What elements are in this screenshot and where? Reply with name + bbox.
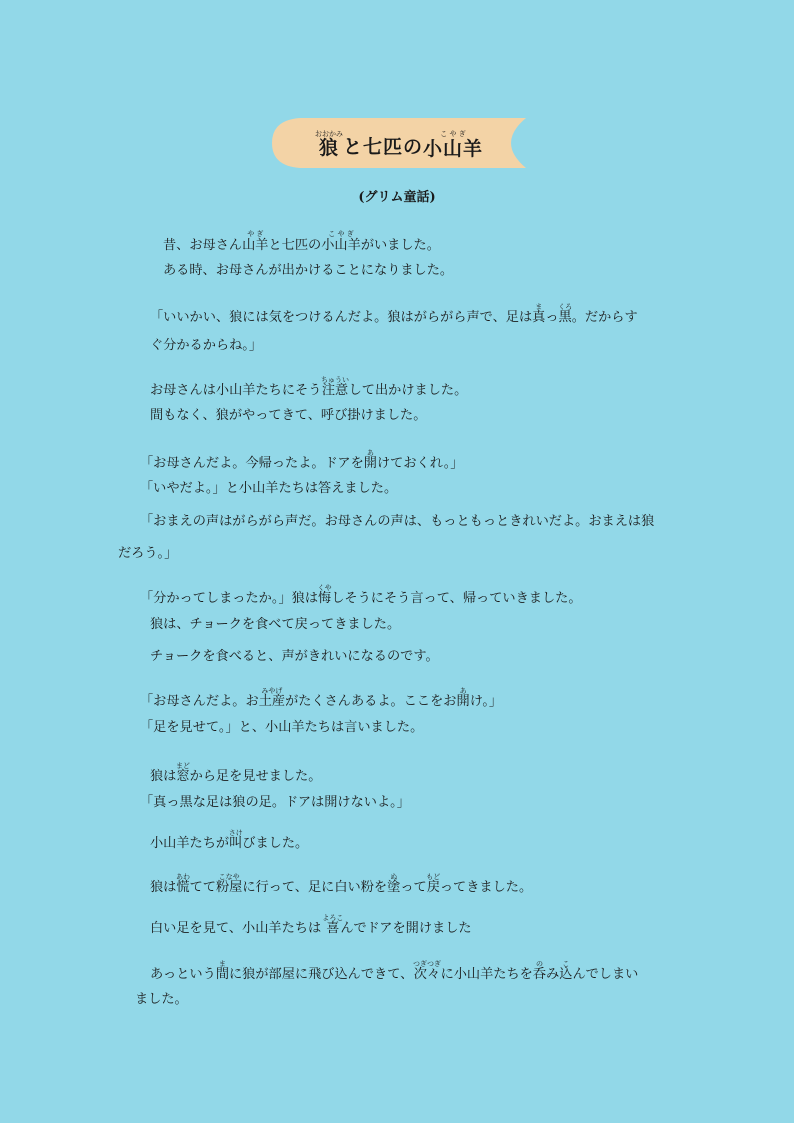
text-segment: から足を見せました。 [189, 769, 322, 784]
text-segment: んでドアを開けました [340, 921, 472, 936]
text-segment: 「おまえの声はがらがら声だ。お母さんの声は、もっともっときれいだよ。おまえは狼 [140, 514, 655, 529]
ruby-word: 戻もど [426, 873, 441, 895]
story-line [140, 514, 654, 530]
text-segment: だろう。」 [118, 546, 178, 561]
story-line [140, 795, 410, 811]
text-segment: って [400, 880, 427, 895]
text-segment: 白い足を見て、小山羊たちは [150, 921, 326, 936]
story-line [118, 546, 177, 562]
furigana: あ [456, 687, 470, 695]
text-segment: けておくれ。」 [376, 456, 464, 471]
furigana: の [532, 960, 547, 968]
story-line [150, 408, 426, 424]
text-segment: お母さんは小山羊たちにそう [150, 383, 322, 398]
story-line [135, 992, 188, 1008]
text-segment: 狼は [150, 769, 177, 784]
text-segment: っ [545, 310, 559, 325]
text-segment: と七匹の [342, 135, 423, 158]
ruby-word: 真ま [532, 303, 546, 325]
ruby-word: 間ま [215, 960, 229, 982]
story-line [150, 762, 321, 785]
furigana: おおかみ [314, 130, 343, 138]
ruby-word: 小山羊こ や ぎ [423, 129, 484, 160]
furigana: や ぎ [242, 230, 269, 238]
furigana: こ や ぎ [423, 129, 484, 138]
furigana: くろ [558, 303, 573, 311]
text-segment: み [546, 967, 560, 982]
text-segment: ました。 [135, 992, 188, 1007]
ruby-word: 慌あわ [175, 873, 190, 895]
text-segment: 狼は [150, 880, 177, 895]
text-segment: 「いいかい、狼には気をつけるんだよ。狼はがらがら声で、足は [150, 310, 533, 325]
ruby-word: 次々つぎつぎ [412, 960, 441, 982]
title-banner [270, 116, 528, 170]
furigana: あ [363, 449, 377, 457]
story-line [140, 449, 464, 472]
furigana: こ [559, 960, 573, 968]
ruby-word: 山羊や ぎ [242, 230, 269, 253]
text-segment: 小山羊たちが [150, 836, 230, 851]
text-segment: んでしまい [572, 967, 639, 982]
text-segment: チョークを食べると、声がきれいになるのです。 [150, 649, 439, 664]
story-line [150, 914, 472, 937]
text-segment: 「分かってしまったか。」狼は [140, 591, 319, 606]
furigana: こなや [215, 873, 243, 881]
story-line [150, 338, 262, 354]
ruby-word: 込こ [559, 960, 573, 982]
story-line [150, 873, 532, 896]
furigana: もど [426, 873, 441, 881]
story-line [140, 481, 397, 497]
text-segment: てて [189, 880, 216, 895]
text-segment: に行って、足に白い粉を [242, 880, 388, 895]
story-line [140, 720, 423, 736]
text-segment: あっという [150, 967, 216, 982]
furigana: つぎつぎ [412, 960, 441, 968]
story-line [140, 687, 502, 710]
furigana: こ や ぎ [321, 230, 361, 238]
text-segment: 「お母さんだよ。今帰ったよ。ドアを [140, 456, 364, 471]
ruby-word: 叫さけ [228, 829, 243, 851]
text-segment: がいました。 [360, 238, 440, 253]
story-line [150, 829, 308, 852]
ruby-word: 土産みやげ [258, 687, 286, 709]
furigana: ちゅうい [321, 376, 350, 384]
story-line [163, 263, 453, 279]
story-line [140, 584, 582, 607]
subtitle: (グリム童話) [358, 190, 436, 205]
furigana: みやげ [258, 687, 286, 695]
text-segment: 間もなく、狼がやってきて、呼び掛けました。 [150, 408, 427, 423]
ruby-word: 小山羊こ や ぎ [321, 230, 361, 253]
ruby-word: 開あ [363, 449, 377, 471]
furigana: ま [532, 303, 546, 311]
ruby-word: 粉屋こなや [215, 873, 243, 895]
text-segment: ってきました。 [439, 880, 533, 895]
story-line [150, 303, 638, 326]
text-segment: 。だからす [571, 310, 638, 325]
text-segment: に狼が部屋に飛び込んできて、 [229, 967, 414, 982]
ruby-word: 呑の [532, 960, 547, 982]
text-segment: しそうにそう言って、帰っていきました。 [331, 591, 582, 606]
furigana: さけ [228, 829, 243, 837]
furigana: あわ [175, 873, 190, 881]
ruby-word: 喜よろこ [322, 914, 344, 936]
text-segment: びました。 [242, 836, 309, 851]
ruby-word: 塗ぬ [387, 873, 401, 895]
text-segment: に小山羊たちを [440, 967, 533, 982]
furigana: ま [215, 960, 229, 968]
ruby-word: 窓まど [175, 762, 190, 784]
ruby-word: 狼おおかみ [314, 130, 343, 159]
furigana: よろこ [322, 914, 344, 922]
text-segment: 「お母さんだよ。お [140, 694, 259, 709]
ruby-word: 注意ちゅうい [321, 376, 350, 398]
text-segment: 「いやだよ。」と小山羊たちは答えました。 [140, 481, 398, 496]
text-segment: 「足を見せて。」と、小山羊たちは言いました。 [140, 720, 424, 735]
text-segment: がたくさんあるよ。ここをお [285, 694, 457, 709]
page-title [270, 116, 528, 170]
story-line [150, 376, 467, 399]
text-segment: ぐ分かるからね。」 [150, 338, 263, 353]
ruby-word: 開あ [456, 687, 470, 709]
text-segment: と七匹の [268, 238, 322, 253]
text-segment: して出かけました。 [348, 383, 468, 398]
furigana: くや [317, 584, 332, 592]
ruby-word: 黒くろ [558, 303, 573, 325]
text-segment: 「真っ黒な足は狼の足。ドアは開けないよ。」 [140, 795, 410, 810]
ruby-word: 悔くや [317, 584, 332, 606]
text-segment: 昔、お母さん [163, 238, 243, 253]
story-line [150, 960, 638, 983]
story-line [150, 649, 439, 665]
story-line [150, 617, 400, 633]
text-segment: け。」 [469, 694, 503, 709]
text-segment: ある時、お母さんが出かけることになりました。 [163, 263, 454, 278]
furigana: ぬ [387, 873, 401, 881]
story-line [163, 230, 440, 254]
text-segment: 狼は、チョークを食べて戻ってきました。 [150, 617, 401, 632]
furigana: まど [175, 762, 190, 770]
